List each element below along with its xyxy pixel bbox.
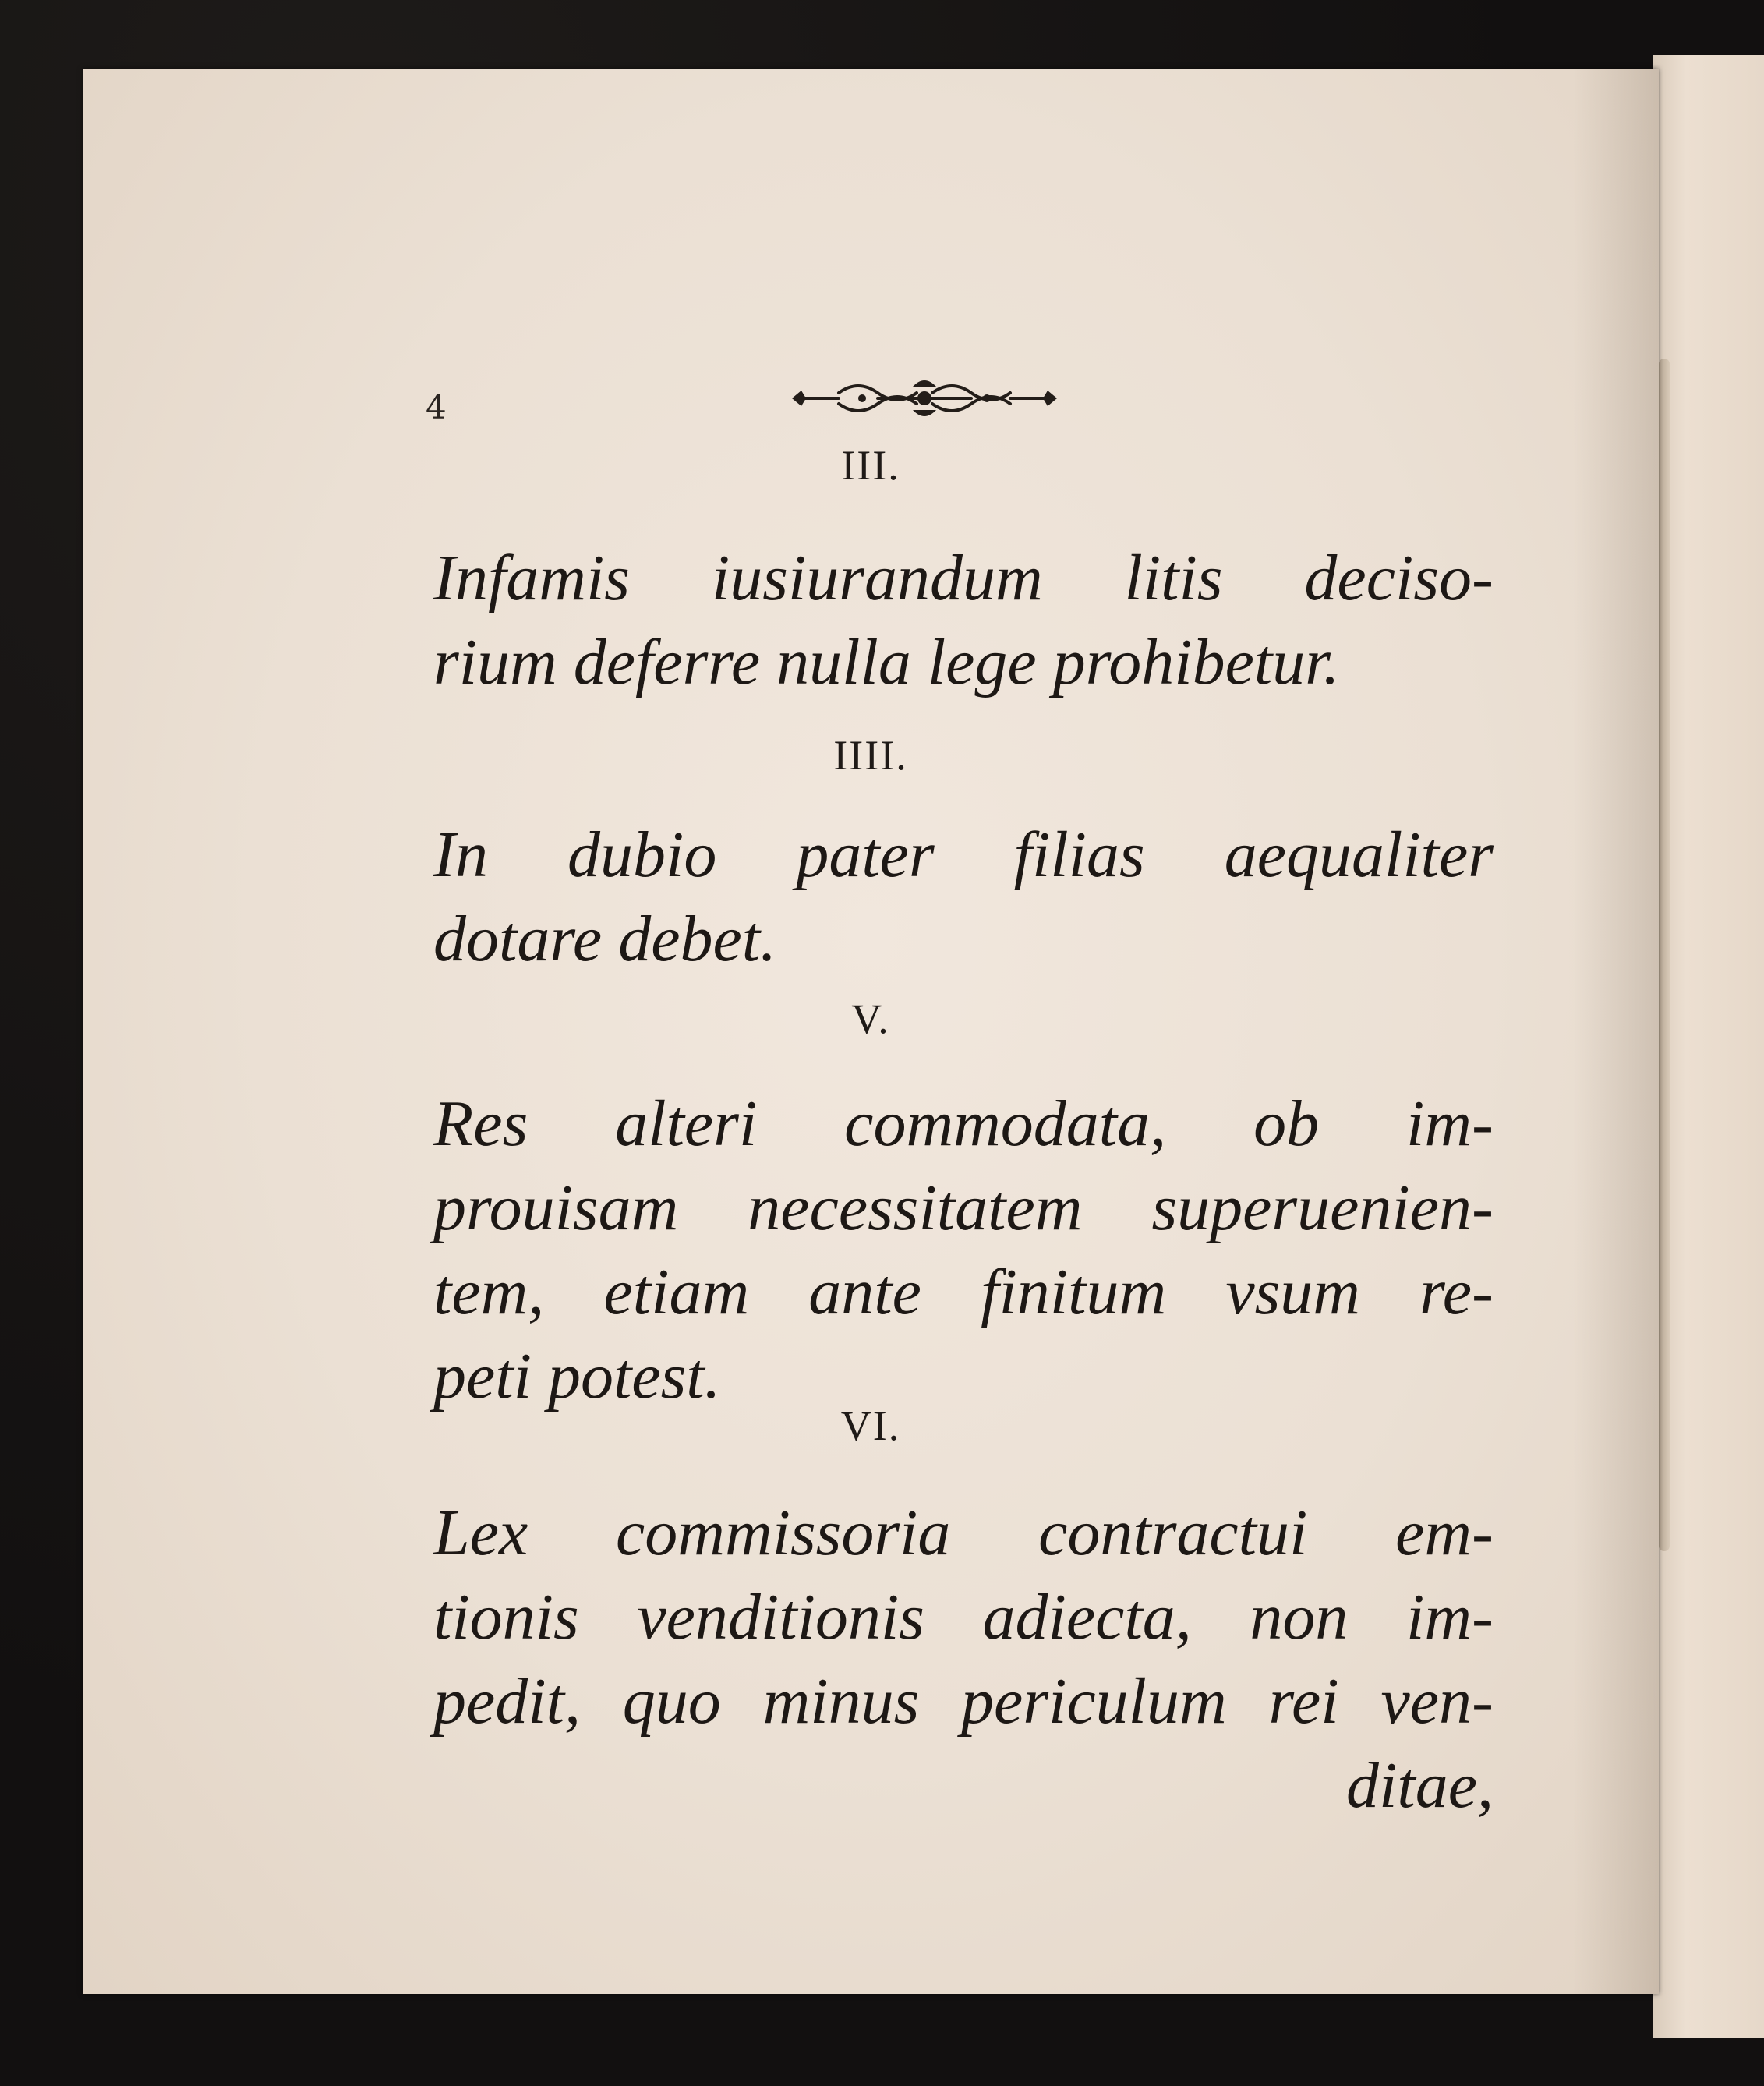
- section-text-3: [433, 536, 1494, 705]
- page-number: 4: [426, 388, 447, 426]
- text-line: prouisam necessitatem superuenien-: [433, 1172, 1494, 1244]
- binding-strip: [1659, 359, 1670, 1551]
- section-text-4: [433, 813, 1494, 981]
- section-numeral-6: VI.: [840, 1402, 901, 1449]
- section-text-6: [433, 1491, 1494, 1828]
- book-page: [83, 69, 1659, 1994]
- text-line: peti potest.: [433, 1340, 721, 1412]
- text-line: dotare debet.: [433, 903, 777, 975]
- section-numeral-4: IIII.: [833, 732, 908, 779]
- text-line: rium deferre nulla lege prohibetur.: [433, 626, 1340, 698]
- text-line: tem, etiam ante finitum vsum re-: [433, 1256, 1494, 1328]
- text-line: pedit, quo minus periculum rei ven-: [433, 1665, 1494, 1738]
- catchword-line: ditae,: [1346, 1749, 1494, 1822]
- text-line: Infamis iusiurandum litis deciso-: [433, 542, 1494, 614]
- text-line: Res alteri commodata, ob im-: [433, 1087, 1494, 1160]
- fleuron-headpiece-icon: [784, 371, 1065, 426]
- text-line: tionis venditionis adiecta, non im-: [433, 1581, 1494, 1653]
- text-line: In dubio pater filias aequaliter: [433, 818, 1494, 891]
- section-numeral-5: V.: [851, 995, 890, 1042]
- section-numeral-3: III.: [841, 442, 900, 489]
- section-text-5: [433, 1082, 1494, 1419]
- text-line: Lex commissoria contractui em-: [433, 1497, 1494, 1569]
